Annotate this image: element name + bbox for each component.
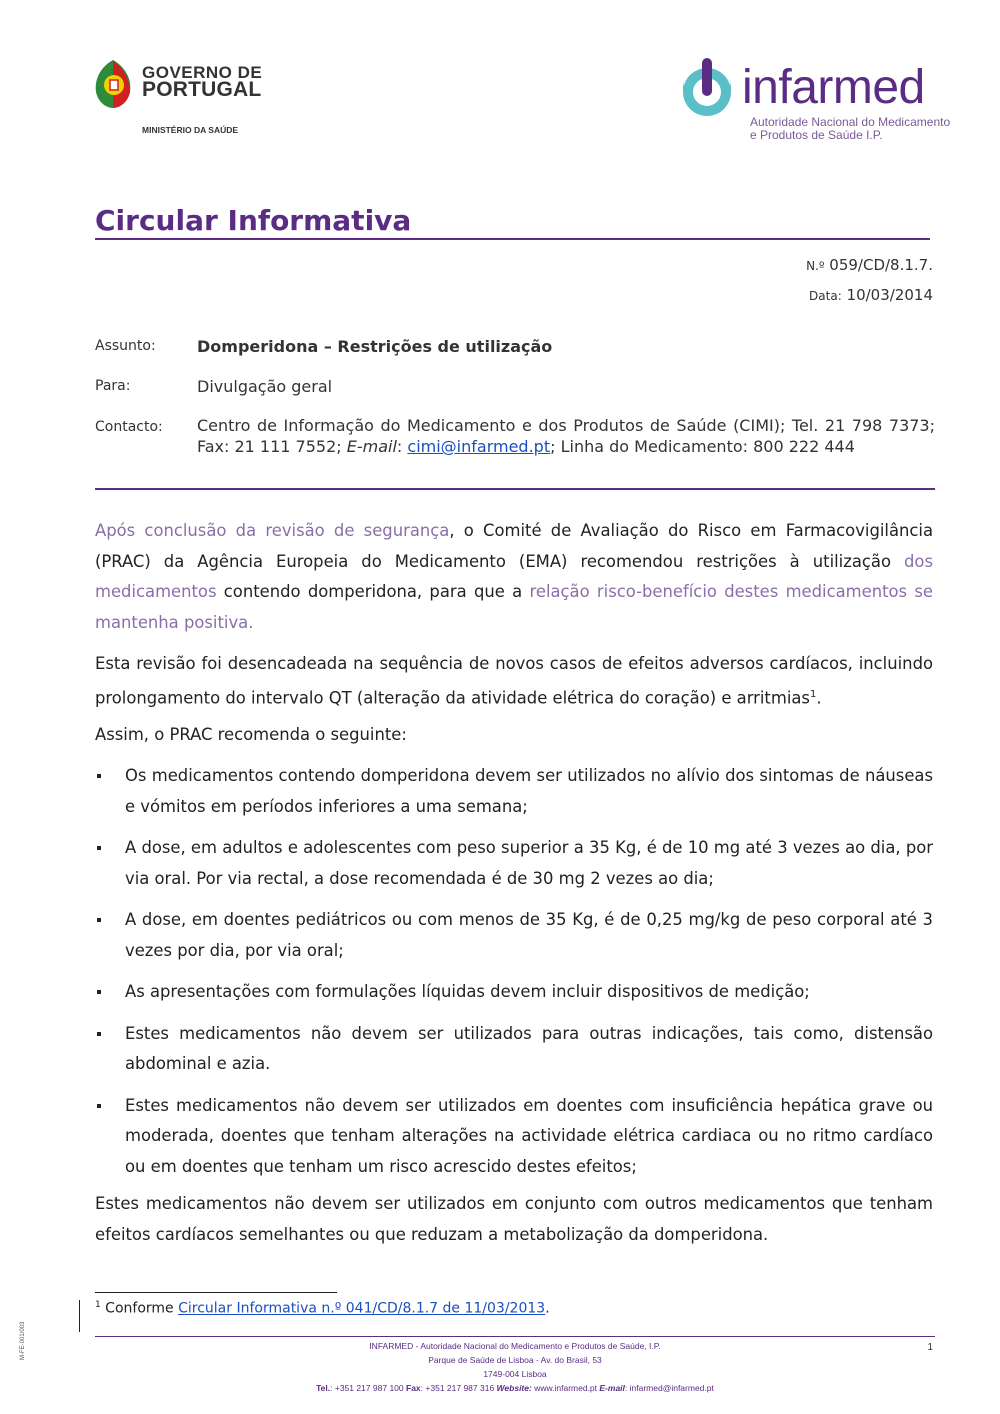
doc-date (809, 286, 933, 304)
contacto-text-end: ; Linha do Medicamento: 800 222 444 (550, 437, 855, 456)
footnote-rule (95, 1292, 337, 1293)
paragraph-3: Assim, o PRAC recomenda o seguinte: (95, 725, 407, 744)
list-item: A dose, em doentes pediátricos ou com menos de 35 Kg, é de 0,25 mg/kg de peso corporal até 3 vezes por dia, por via oral; (95, 905, 933, 966)
doc-date-label: Data: (809, 289, 842, 303)
p1-part-e: relação risco-benefício destes medicamentos se mantenha positiva. (95, 582, 933, 632)
footnote-end: . (545, 1300, 550, 1317)
doc-number-label: N.º (806, 259, 825, 273)
doc-number (806, 256, 933, 274)
page-number: 1 (927, 1342, 933, 1353)
assunto-label: Assunto: (95, 338, 156, 354)
contacto-text: Centro de Informação do Medicamento e dos Produtos de Saúde (CIMI); Tel. 21 798 7373; Fax: 21 111 7552; (197, 416, 935, 456)
footer-line3: 1749-004 Lisboa (483, 1369, 547, 1379)
email-label: E-mail (346, 437, 397, 456)
title-rule (95, 238, 930, 240)
p1-part-c: dos medicamentos (95, 551, 933, 601)
list-item: Estes medicamentos não devem ser utilizados para outras indicações, tais como, distensão abdominal e azia. (95, 1019, 933, 1080)
footer-email-label: E-mail (599, 1383, 625, 1393)
footer-fax-label: Fax (406, 1383, 421, 1393)
circular-041-link[interactable]: Circular Informativa n.º 041/CD/8.1.7 de 11/03/2013 (178, 1300, 546, 1317)
form-code: M-FE-001/003 (20, 1321, 26, 1360)
cimi-email-link[interactable]: cimi@infarmed.pt (407, 437, 551, 456)
list-item: A dose, em adultos e adolescentes com peso superior a 35 Kg, é de 10 mg até 3 vezes ao dia, por via oral. Por via rectal, a dose recomendada é de 30 mg 2 vezes ao dia; (95, 833, 933, 894)
paragraph-4: Estes medicamentos não devem ser utilizados em conjunto com outros medicamentos que tenham efeitos cardíacos semelhantes ou que reduzam a metabolização da domperidona. (95, 1194, 933, 1244)
footnote-text: Conforme (100, 1300, 179, 1317)
p1-part-b: , o Comité de Avaliação do Risco em Farmacovigilância (PRAC) da Agência Europeia do Medicamento (EMA) recomendou restrições à utilização (95, 521, 934, 571)
infarmed-sub-line2: e Produtos de Saúde I.P. (750, 128, 883, 142)
footer-fax: : +351 217 987 316 (420, 1383, 497, 1393)
footnote-mark: 1 (95, 1300, 101, 1310)
page-title: Circular Informativa (95, 204, 412, 237)
list-item: Estes medicamentos não devem ser utilizados em doentes com insuficiência hepática grave ou moderada, doentes que tenham alterações na actividade elétrica cardiaca ou no ritmo cardíaco ou em doentes que tenham um risco acrescido destes efeitos; (95, 1091, 933, 1183)
doc-number-value: 059/CD/8.1.7. (829, 256, 933, 274)
footer-contacts (95, 1381, 935, 1395)
ministry-name: MINISTÉRIO DA SAÚDE (142, 125, 239, 135)
meta-rule (95, 488, 935, 490)
government-name (142, 63, 263, 101)
footer-line2: Parque de Saúde de Lisboa - Av. do Brasil, 53 (428, 1355, 602, 1365)
p2-end: . (816, 687, 822, 707)
portugal-emblem-icon (92, 58, 134, 110)
infarmed-wordmark: infarmed (742, 61, 925, 114)
footnote-ref[interactable]: 1 (809, 688, 817, 700)
gov-line2: PORTUGAL (142, 78, 262, 101)
footer-web-label: Website: (496, 1383, 532, 1393)
para-label: Para: (95, 378, 131, 394)
footer-email[interactable]: : infarmed@infarmed.pt (624, 1383, 714, 1393)
para-value: Divulgação geral (197, 377, 333, 396)
list-item: Os medicamentos contendo domperidona devem ser utilizados no alívio dos sintomas de náuseas e vómitos em períodos inferiores a uma semana; (95, 761, 933, 822)
paragraph-2 (95, 649, 933, 713)
paragraph-1 (95, 516, 933, 638)
p1-part-a: Após conclusão da revisão de segurança (95, 521, 450, 540)
footer-line1: INFARMED - Autoridade Nacional do Medicamento e Produtos de Saúde, I.P. (369, 1341, 661, 1351)
p1-part-d: contendo domperidona, para que a (216, 582, 530, 601)
doc-date-value: 10/03/2014 (846, 286, 933, 304)
footer-web[interactable]: www.infarmed.pt (531, 1383, 600, 1393)
infarmed-sub-line1: Autoridade Nacional do Medicamento (750, 115, 951, 129)
margin-change-bar (79, 1300, 80, 1332)
p2-text: Esta revisão foi desencadeada na sequência de novos casos de efeitos adversos cardíacos, incluindo prolongamento do intervalo QT (alteração da atividade elétrica do coração) e arritmias (95, 654, 933, 707)
recommendation-list (95, 761, 933, 1193)
gov-line1: GOVERNO DE (142, 63, 263, 82)
footer-rule (95, 1336, 935, 1337)
infarmed-logo-icon (677, 58, 737, 120)
assunto-value: Domperidona – Restrições de utilização (197, 337, 553, 356)
footer (95, 1339, 935, 1395)
footer-tel: : +351 217 987 100 (330, 1383, 407, 1393)
contacto-label: Contacto: (95, 419, 163, 435)
list-item: As apresentações com formulações líquidas devem incluir dispositivos de medição; (95, 977, 933, 1008)
footer-tel-label: Tel. (316, 1383, 331, 1393)
footnote (95, 1300, 550, 1317)
infarmed-subtitle (750, 116, 950, 142)
contacto-value: Centro de Informação do Medicamento e dos Produtos de Saúde (CIMI); Tel. 21 798 7373; Fax: 21 111 7552; E-mail: cimi@infarmed.pt; Linha do Medicamento: 800 222 444 (197, 416, 935, 456)
